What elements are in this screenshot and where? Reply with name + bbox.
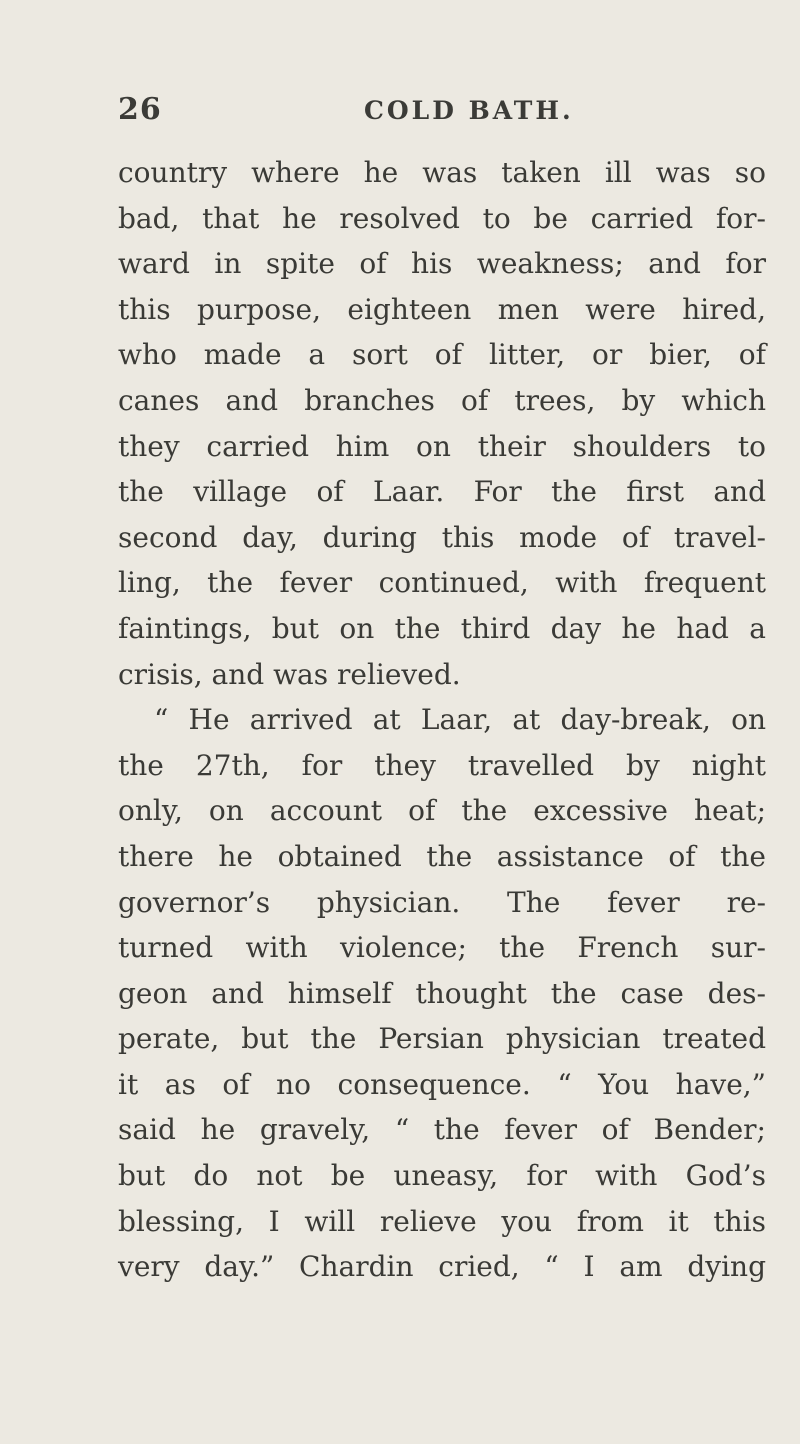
- text-line: canes and branches of trees, by which: [118, 383, 766, 417]
- text-line: who made a sort of litter, or bier, of: [118, 338, 766, 372]
- text-line: blessing, I will relieve you from it this: [118, 1204, 766, 1238]
- text-line: but do not be uneasy, for with God’s: [118, 1159, 766, 1193]
- text-line: it as of no consequence. “ You have,”: [118, 1067, 766, 1101]
- text-line: the village of Laar. For the first and: [118, 475, 766, 509]
- text-line: perate, but the Persian physician treated: [118, 1022, 766, 1056]
- text-line: only, on account of the excessive heat;: [118, 794, 766, 828]
- page-header: [118, 92, 678, 136]
- text-line: governor’s physician. The fever re-: [118, 885, 766, 919]
- paragraph-start-line: “ He arrived at Laar, at day-break, on: [154, 703, 766, 737]
- text-line: this purpose, eighteen men were hired,: [118, 292, 766, 326]
- text-line: ward in spite of his weakness; and for: [118, 247, 766, 281]
- text-line: the 27th, for they travelled by night: [118, 748, 766, 782]
- page-number: 26: [118, 92, 162, 127]
- text-line: ling, the fever continued, with frequent: [118, 566, 766, 600]
- text-line: geon and himself thought the case des-: [118, 976, 766, 1010]
- text-line: said he gravely, “ the fever of Bender;: [118, 1113, 766, 1147]
- text-line: they carried him on their shoulders to: [118, 429, 766, 463]
- body-text: [118, 150, 766, 1290]
- text-line: turned with violence; the French sur-: [118, 931, 766, 965]
- text-line: very day.” Chardin cried, “ I am dying: [118, 1250, 766, 1284]
- paragraph-end-line: crisis, and was relieved.: [118, 657, 461, 691]
- text-line: second day, during this mode of travel-: [118, 520, 766, 554]
- text-line: country where he was taken ill was so: [118, 156, 766, 189]
- text-line: faintings, but on the third day he had a: [118, 611, 766, 645]
- text-line: there he obtained the assistance of the: [118, 839, 766, 873]
- text-line: bad, that he resolved to be carried for-: [118, 201, 766, 235]
- running-head: COLD BATH.: [364, 96, 574, 125]
